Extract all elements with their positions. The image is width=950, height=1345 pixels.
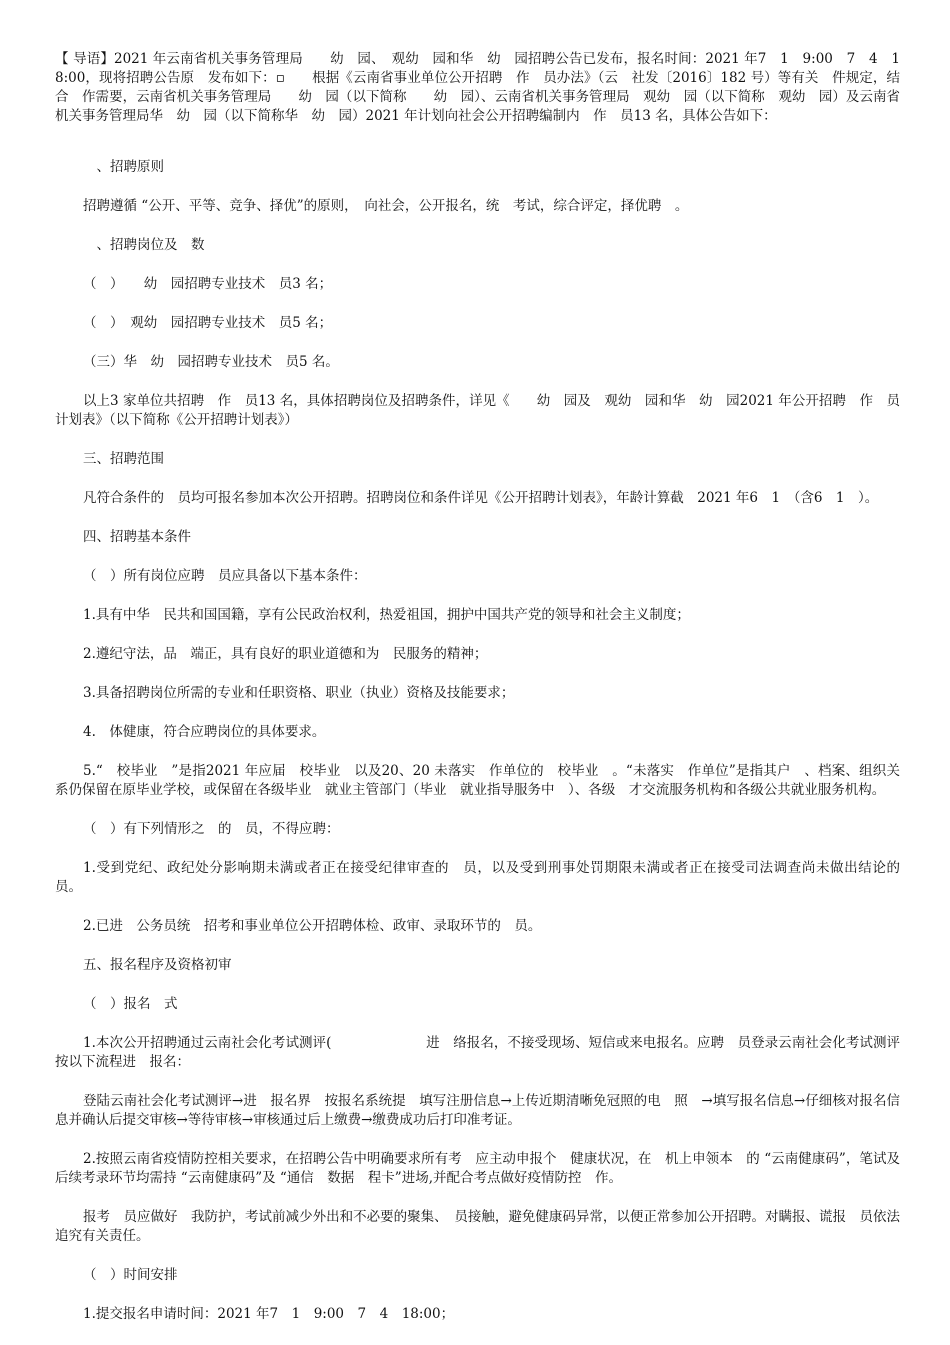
paragraph: 4. 体健康，符合应聘岗位的具体要求。 [83,724,326,740]
section-heading: 四、招聘基本条件 [83,529,191,545]
paragraph: 【 导语】2021 年云南省机关事务管理局 幼 园、 观幼 园和华 幼 园招聘公告已发布，报名时间：2021 年7 1 9:00 7 4 18:00，现将招聘公告原 发布如下：▫ 根据《云南省事业单位公开招聘 作 员办法》（云 社发〔2016〕182 号）等有关 件规定，结合 作需要，云南省机关事务管理局 幼 园（以下简称 幼 园）、云南省机关事务管理局 观幼 园（以下简称 观幼 园）及云南省机关事务管理局华 幼 园（以下简称华 幼 园）2021 年计划向社会公开招聘编制内 作 员13 名，具体公告如下： [55,51,900,124]
paragraph: （ ） 观幼 园招聘专业技术 员5 名； [83,315,333,331]
paragraph: 1.具有中华 民共和国国籍，享有公民政治权利，热爱祖国，拥护中国共产党的领导和社会主义制度； [83,607,690,623]
section-heading: 、招聘岗位及 数 [83,237,205,253]
paragraph: 2.遵纪守法，品 端正，具有良好的职业道德和为 民服务的精神； [83,646,488,662]
section-heading: 五、报名程序及资格初审 [83,957,232,973]
paragraph: 5.“ 校毕业 ”是指2021 年应届 校毕业 以及20、20 未落实 作单位的 校毕业 。“未落实 作单位”是指其户 、档案、组织关系仍保留在原毕业学校，或保留在各级毕业 就业主管部门（毕业 就业指导服务中 ）、各级 才交流服务机构和各级公共就业服务机构。 [55,763,900,798]
paragraph: （三）华 幼 园招聘专业技术 员5 名。 [83,354,339,370]
paragraph: （ ）时间安排 [83,1267,178,1283]
document-body [55,50,914,1324]
paragraph: 3.具备招聘岗位所需的专业和任职资格、职业（执业）资格及技能要求； [83,685,515,701]
paragraph: 以上3 家单位共招聘 作 员13 名，具体招聘岗位及招聘条件，详见《 幼 园及 观幼 园和华 幼 园2021 年公开招聘 作 员计划表》（以下简称《公开招聘计划表》） [55,393,900,428]
paragraph: 2.已进 公务员统 招考和事业单位公开招聘体检、政审、录取环节的 员。 [83,918,542,934]
paragraph: 报考 员应做好 我防护，考试前减少外出和不必要的聚集、 员接触，避免健康码异常，以便正常参加公开招聘。对瞒报、谎报 员依法追究有关责任。 [55,1209,900,1244]
paragraph: （ ） 幼 园招聘专业技术 员3 名； [83,276,333,292]
section-heading: 三、招聘范围 [83,451,164,467]
paragraph: （ ）报名 式 [83,996,178,1012]
section-heading: 、招聘原则 [83,159,164,175]
paragraph: 1.提交报名申请时间：2021 年7 1 9:00 7 4 18:00； [83,1306,455,1322]
paragraph: 1.本次公开招聘通过云南社会化考试测评( 进 络报名，不接受现场、短信或来电报名。应聘 员登录云南社会化考试测评按以下流程进 报名： [55,1035,900,1070]
paragraph: 凡符合条件的 员均可报名参加本次公开招聘。招聘岗位和条件详见《公开招聘计划表》，年龄计算截 2021 年6 1 （含6 1 ）。 [83,490,879,506]
paragraph: 1.受到党纪、政纪处分影响期未满或者正在接受纪律审查的 员，以及受到刑事处罚期限未满或者正在接受司法调查尚未做出结论的 员。 [55,860,914,895]
paragraph: （ ）所有岗位应聘 员应具备以下基本条件： [83,568,367,584]
paragraph: （ ）有下列情形之 的 员，不得应聘： [83,821,340,837]
paragraph: 招聘遵循 “公开、平等、竞争、择优”的原则， 向社会，公开报名，统 考试，综合评定，择优聘 。 [83,198,689,214]
paragraph: 2.按照云南省疫情防控相关要求，在招聘公告中明确要求所有考 应主动申报个 健康状况，在 机上申领本 的 “云南健康码”，笔试及后续考录环节均需持 “云南健康码”及 “通信 数据 程卡”进场,并配合考点做好疫情防控 作。 [55,1151,900,1186]
paragraph: 登陆云南社会化考试测评→进 报名界 按报名系统提 填写注册信息→上传近期清晰免冠照的电 照 →填写报名信息→仔细核对报名信息并确认后提交审核→等待审核→审核通过后上缴费→缴费成功后打印准考证。 [55,1093,900,1128]
